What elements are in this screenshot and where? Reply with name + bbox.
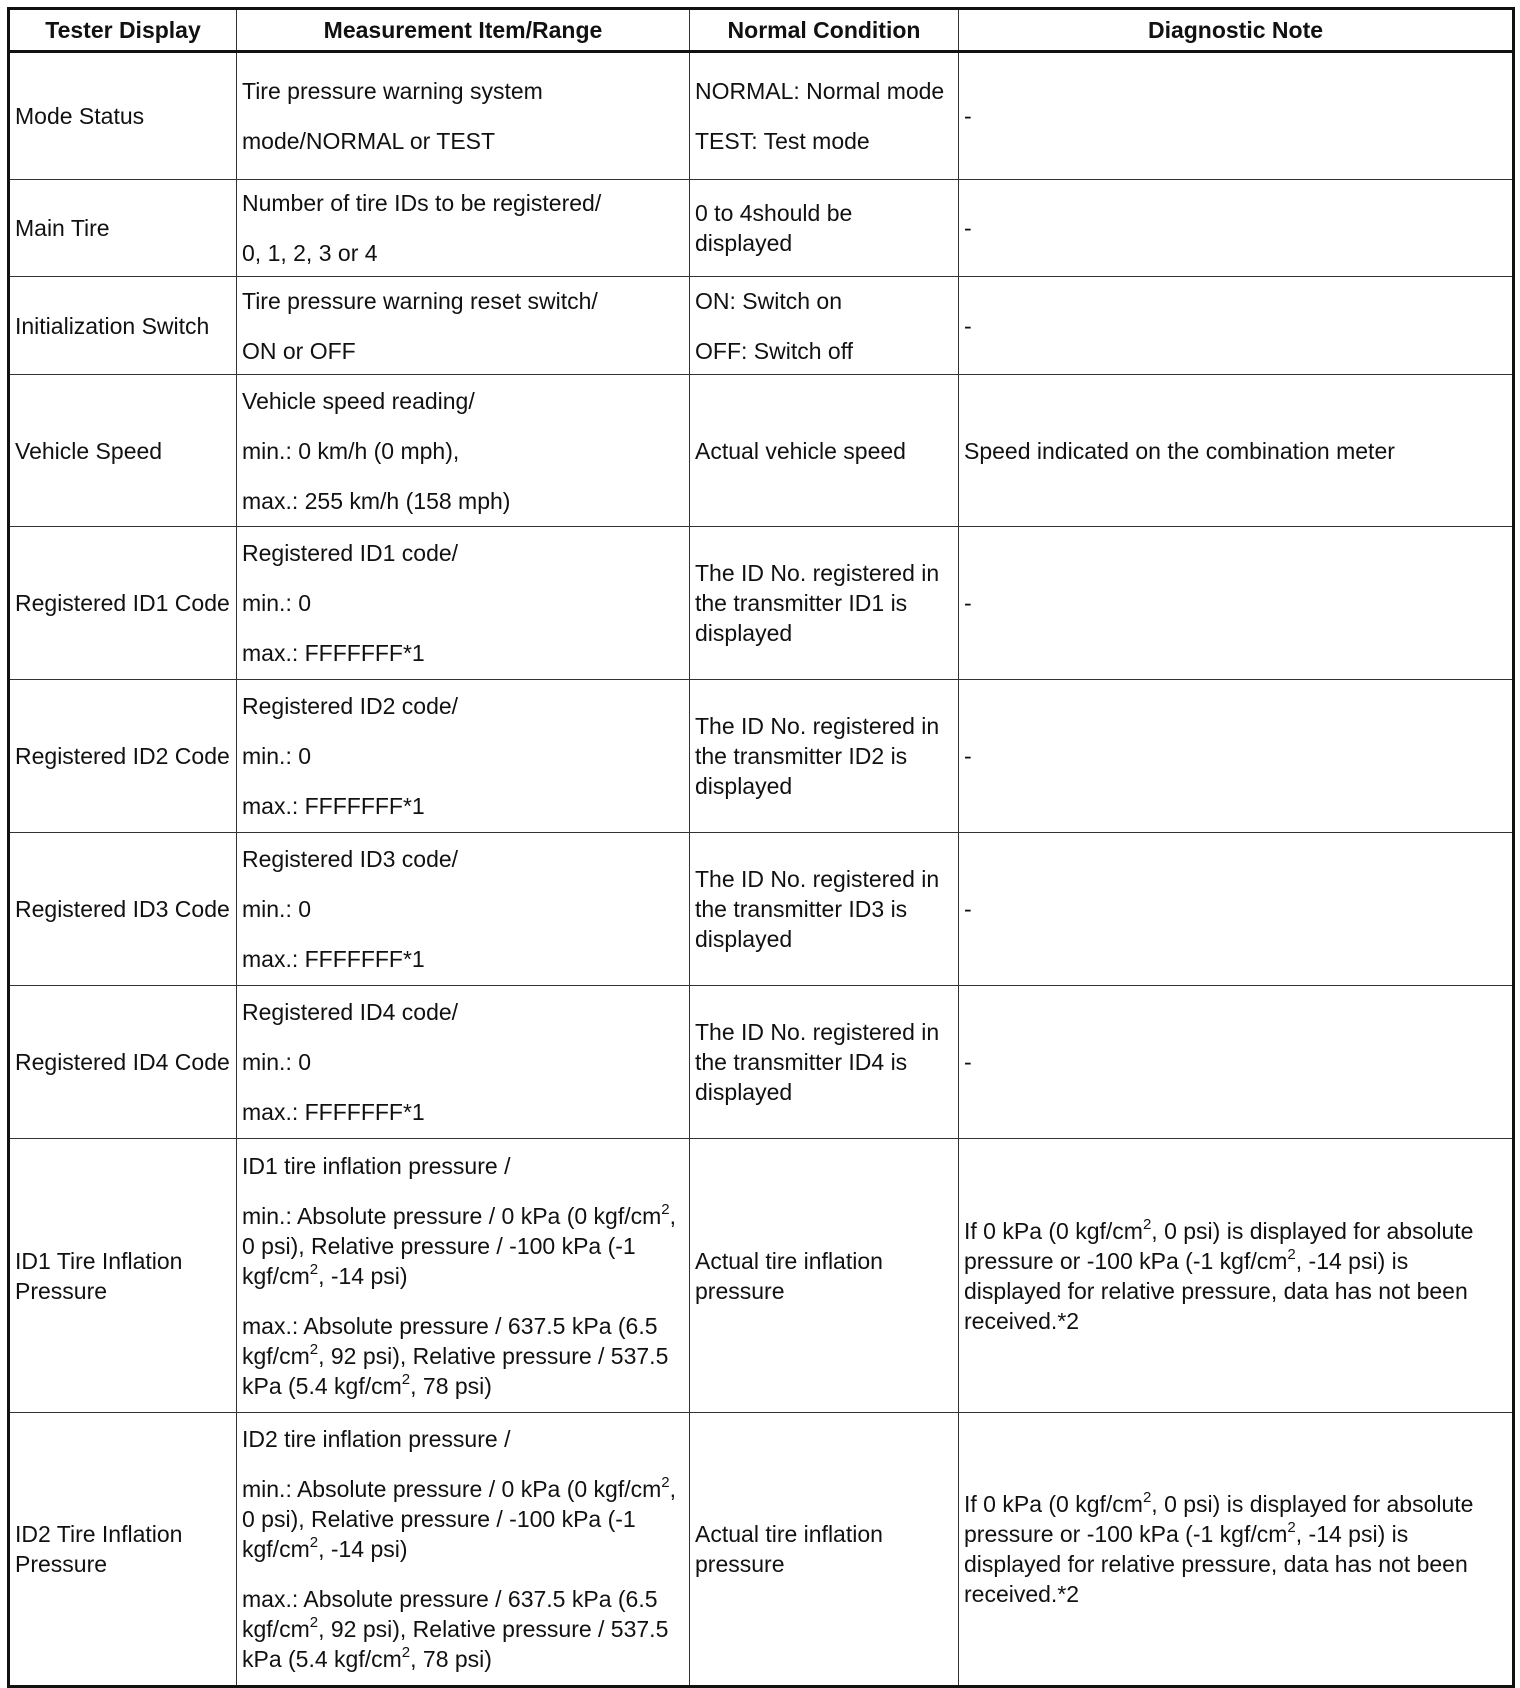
- normal-line: ON: Switch on: [695, 287, 842, 314]
- range-line: ON or OFF: [242, 337, 356, 364]
- diagnostic-note-cell: If 0 kPa (0 kgf/$cm^2$, 0 psi) is displayed for absolute pressure or -100 kPa (-1 kgf/$cm^2$, -14 psi) is displayed for relative pressure, data has not been received.*2: [959, 1413, 1514, 1687]
- range-line: ID1 tire inflation pressure /: [242, 1152, 511, 1179]
- normal-line: OFF: Switch off: [695, 337, 854, 364]
- diagnostic-note-cell: -: [959, 180, 1514, 277]
- superscript: 2: [401, 1644, 411, 1661]
- diagnostic-note-cell: Speed indicated on the combination meter: [959, 375, 1514, 527]
- range-line: Number of tire IDs to be registered/: [242, 190, 602, 216]
- superscript: 2: [309, 1534, 319, 1551]
- tester-display-cell: Main Tire: [9, 180, 237, 277]
- measurement-cell: [237, 180, 690, 277]
- table-row: [9, 180, 1514, 277]
- range-line: max.: FFFFFFF*1: [242, 793, 425, 819]
- measurement-cell: [237, 680, 690, 833]
- superscript: 2: [1142, 1489, 1152, 1506]
- diagnostic-note-cell: If 0 kPa (0 kgf/$cm^2$, 0 psi) is displayed for absolute pressure or -100 kPa (-1 kgf/$cm^2$, -14 psi) is displayed for relative pressure, data has not been received.*2: [959, 1139, 1514, 1413]
- superscript: 2: [309, 1340, 319, 1358]
- diagnostic-note-cell: -: [959, 527, 1514, 680]
- normal-condition-cell: The ID No. registered in the transmitter ID4 is displayed: [690, 986, 959, 1139]
- header-row: [9, 9, 1514, 52]
- diagnostic-note-cell: -: [959, 680, 1514, 833]
- range-line: Registered ID3 code/: [242, 846, 459, 872]
- range-line: min.: 0 km/h (0 mph),: [242, 437, 460, 464]
- normal-condition-cell: 0 to 4should be displayed: [690, 180, 959, 277]
- measurement-cell: [237, 1139, 690, 1413]
- table-row: [9, 1139, 1514, 1413]
- diagnostic-note-cell: -: [959, 986, 1514, 1139]
- measurement-cell: [237, 375, 690, 527]
- normal-condition-cell: Actual tire inflation pressure: [690, 1139, 959, 1413]
- measurement-cell: [237, 527, 690, 680]
- range-line: Registered ID1 code/: [242, 540, 459, 566]
- superscript: 2: [1142, 1215, 1152, 1233]
- header-diagnostic-note: Diagnostic Note: [959, 9, 1514, 52]
- measurement-cell: [237, 833, 690, 986]
- normal-condition-cell: The ID No. registered in the transmitter ID1 is displayed: [690, 527, 959, 680]
- normal-line: TEST: Test mode: [695, 128, 870, 154]
- table-row: [9, 277, 1514, 375]
- measurement-cell: [237, 277, 690, 375]
- normal-line: NORMAL: Normal mode: [695, 78, 945, 104]
- range-line: 0, 1, 2, 3 or 4: [242, 240, 378, 266]
- range-line: Vehicle speed reading/: [242, 387, 475, 414]
- table-row: [9, 527, 1514, 680]
- data-monitor-table: [7, 7, 1515, 1688]
- range-line: min.: 0: [242, 1049, 312, 1075]
- tester-display-cell: Vehicle Speed: [9, 375, 237, 527]
- measurement-cell: [237, 1413, 690, 1687]
- range-max: max.: Absolute pressure / 637.5 kPa (6.5 kgf/$cm^2$, 92 psi), Relative pressure / 537.5 kPa (5.4 kgf/$cm^2$, 78 psi): [242, 1586, 669, 1672]
- table-row: [9, 52, 1514, 180]
- tester-display-cell: Registered ID4 Code: [9, 986, 237, 1139]
- superscript: 2: [401, 1370, 411, 1388]
- header-normal-condition: Normal Condition: [690, 9, 959, 52]
- superscript: 2: [1287, 1519, 1296, 1536]
- range-line: max.: FFFFFFF*1: [242, 640, 425, 666]
- range-min: min.: Absolute pressure / 0 kPa (0 kgf/$cm^2$, 0 psi), Relative pressure / -100 kPa (-1 kgf/$cm^2$, -14 psi): [242, 1474, 677, 1562]
- superscript: 2: [309, 1260, 319, 1278]
- normal-condition-cell: Actual vehicle speed: [690, 375, 959, 527]
- range-min: min.: Absolute pressure / 0 kPa (0 kgf/$cm^2$, 0 psi), Relative pressure / -100 kPa (-1 kgf/$cm^2$, -14 psi): [242, 1200, 677, 1289]
- range-line: min.: 0: [242, 896, 312, 922]
- range-max: max.: Absolute pressure / 637.5 kPa (6.5 kgf/$cm^2$, 92 psi), Relative pressure / 537.5 kPa (5.4 kgf/$cm^2$, 78 psi): [242, 1312, 669, 1399]
- tester-display-cell: Registered ID1 Code: [9, 527, 237, 680]
- tester-display-cell: ID2 Tire Inflation Pressure: [9, 1413, 237, 1687]
- range-line: mode/NORMAL or TEST: [242, 128, 496, 154]
- tester-display-cell: Initialization Switch: [9, 277, 237, 375]
- normal-condition-cell: The ID No. registered in the transmitter ID3 is displayed: [690, 833, 959, 986]
- normal-condition-cell: [690, 52, 959, 180]
- header-tester-display: Tester Display: [9, 9, 237, 52]
- superscript: 2: [309, 1614, 319, 1631]
- table-row: [9, 375, 1514, 527]
- table-row: [9, 1413, 1514, 1687]
- table-row: [9, 833, 1514, 986]
- range-line: min.: 0: [242, 590, 312, 616]
- range-line: max.: 255 km/h (158 mph): [242, 487, 511, 514]
- superscript: 2: [661, 1200, 670, 1218]
- tester-display-cell: Registered ID2 Code: [9, 680, 237, 833]
- range-line: min.: 0: [242, 743, 312, 769]
- range-line: Tire pressure warning reset switch/: [242, 287, 598, 314]
- measurement-cell: [237, 52, 690, 180]
- tester-display-cell: Mode Status: [9, 52, 237, 180]
- range-line: max.: FFFFFFF*1: [242, 946, 425, 972]
- diagnostic-note-cell: -: [959, 52, 1514, 180]
- diagnostic-note-cell: -: [959, 277, 1514, 375]
- table-row: [9, 680, 1514, 833]
- table-row: [9, 986, 1514, 1139]
- normal-condition-cell: The ID No. registered in the transmitter ID2 is displayed: [690, 680, 959, 833]
- tester-display-cell: ID1 Tire Inflation Pressure: [9, 1139, 237, 1413]
- range-line: ID2 tire inflation pressure /: [242, 1426, 511, 1452]
- normal-condition-cell: [690, 277, 959, 375]
- diagnostic-note-cell: -: [959, 833, 1514, 986]
- superscript: 2: [661, 1474, 670, 1491]
- range-line: Tire pressure warning system: [242, 78, 543, 104]
- tester-display-cell: Registered ID3 Code: [9, 833, 237, 986]
- range-line: Registered ID2 code/: [242, 693, 459, 719]
- header-measurement-item: Measurement Item/Range: [237, 9, 690, 52]
- superscript: 2: [1287, 1245, 1296, 1263]
- range-line: Registered ID4 code/: [242, 999, 459, 1025]
- normal-condition-cell: Actual tire inflation pressure: [690, 1413, 959, 1687]
- range-line: max.: FFFFFFF*1: [242, 1099, 425, 1125]
- measurement-cell: [237, 986, 690, 1139]
